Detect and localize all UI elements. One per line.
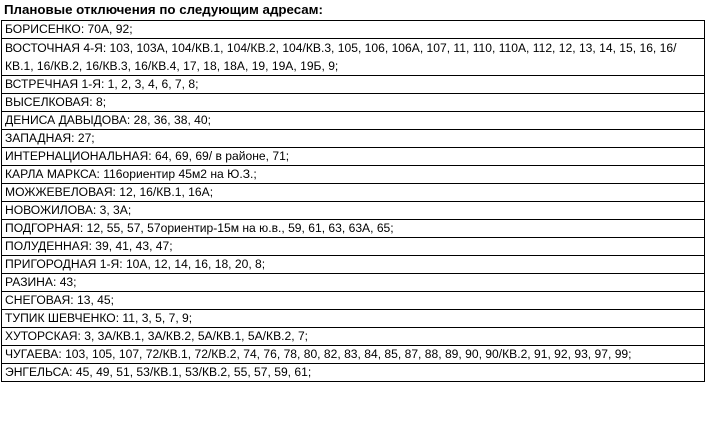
address-cell-vyselkovaya: ВЫСЕЛКОВАЯ: 8; [2,94,705,112]
address-cell-karla-marksa: КАРЛА МАРКСА: 116ориентир 45м2 на Ю.З.; [2,166,705,184]
address-cell-snegovaya: СНЕГОВАЯ: 13, 45; [2,292,705,310]
table-row [2,256,705,274]
address-cell-engelsa: ЭНГЕЛЬСА: 45, 49, 51, 53/КВ.1, 53/КВ.2, 55, 57, 59, 61; [2,364,705,382]
table-row [2,292,705,310]
address-cell-razina: РАЗИНА: 43; [2,274,705,292]
sheet-title: Плановые отключения по следующим адресам: [4,2,323,17]
address-sheet [1,0,705,382]
address-cell-chugaeva: ЧУГАЕВА: 103, 105, 107, 72/КВ.1, 72/КВ.2, 74, 76, 78, 80, 82, 83, 84, 85, 87, 88, 89, 90, 90/КВ.2, 91, 92, 93, 97, 99; [2,346,705,364]
address-cell-podgornaya: ПОДГОРНАЯ: 12, 55, 57, 57ориентир-15м на ю.в., 59, 61, 63, 63А, 65; [2,220,705,238]
address-cell-borisenko: БОРИСЕНКО: 70А, 92; [2,21,705,39]
table-row [2,184,705,202]
table-row [2,148,705,166]
address-cell-zapadnaya: ЗАПАДНАЯ: 27; [2,130,705,148]
address-cell-prigorodnaya-1: ПРИГОРОДНАЯ 1-Я: 10А, 12, 14, 16, 18, 20, 8; [2,256,705,274]
table-row [2,202,705,220]
table-row [2,346,705,364]
address-cell-vostochnaya-4: ВОСТОЧНАЯ 4-Я: 103, 103А, 104/КВ.1, 104/КВ.2, 104/КВ.3, 105, 106, 106А, 107, 11, 110, 110А, 112, 12, 13, 14, 15, 16, 16/КВ.1, 16/КВ.2, 16/КВ.3, 16/КВ.4, 17, 18, 18А, 19, 19А, 19Б, 9; [2,39,705,76]
address-cell-denisa-davydova: ДЕНИСА ДАВЫДОВА: 28, 36, 38, 40; [2,112,705,130]
table-row [2,310,705,328]
table-row [2,238,705,256]
table-row [2,220,705,238]
address-cell-vstrechnaya-1: ВСТРЕЧНАЯ 1-Я: 1, 2, 3, 4, 6, 7, 8; [2,76,705,94]
address-cell-tupik-shevchenko: ТУПИК ШЕВЧЕНКО: 11, 3, 5, 7, 9; [2,310,705,328]
table-row [2,112,705,130]
table-row [2,274,705,292]
table-row [2,328,705,346]
table-row [2,364,705,382]
table-row [2,94,705,112]
address-cell-poludennaya: ПОЛУДЕННАЯ: 39, 41, 43, 47; [2,238,705,256]
table-row [2,39,705,76]
address-cell-internatsionalnaya: ИНТЕРНАЦИОНАЛЬНАЯ: 64, 69, 69/ в районе, 71; [2,148,705,166]
table-row [2,166,705,184]
address-cell-mozhzhevelovaya: МОЖЖЕВЕЛОВАЯ: 12, 16/КВ.1, 16А; [2,184,705,202]
address-table [1,20,705,382]
address-cell-khutorskaya: ХУТОРСКАЯ: 3, 3А/КВ.1, 3А/КВ.2, 5А/КВ.1, 5А/КВ.2, 7; [2,328,705,346]
address-cell-novozhilova: НОВОЖИЛОВА: 3, 3А; [2,202,705,220]
table-row [2,130,705,148]
table-row [2,76,705,94]
table-row [2,21,705,39]
